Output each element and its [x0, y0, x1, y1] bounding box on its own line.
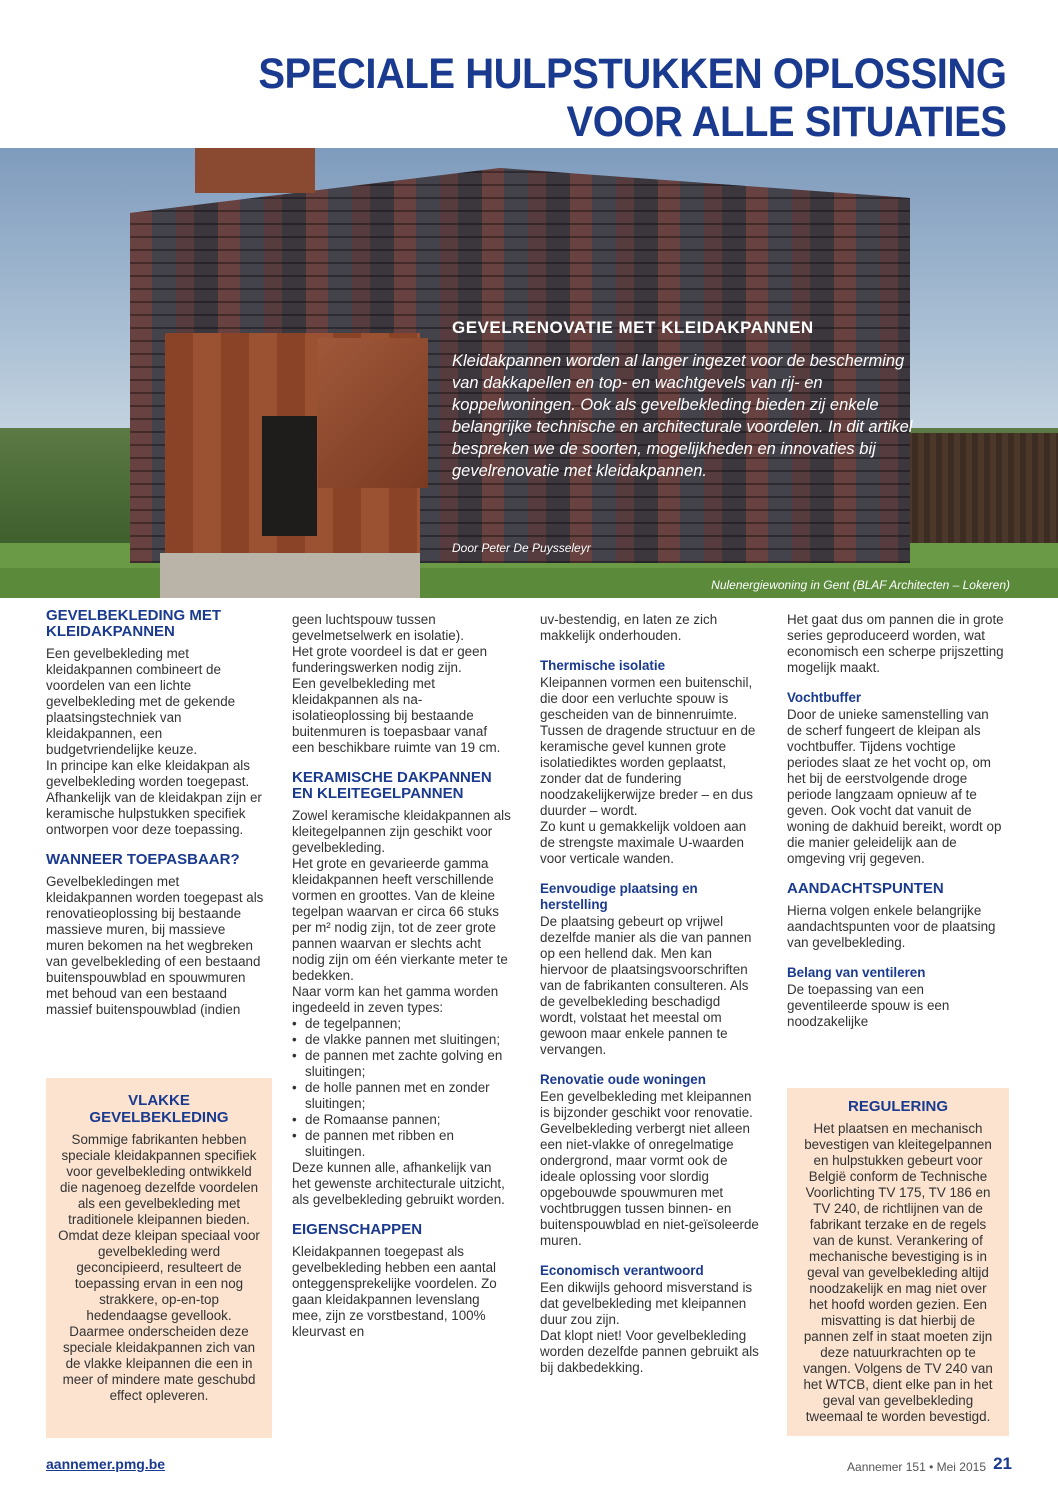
paragraph: Hierna volgen enkele belangrijke aandachtspunten voor de plaatsing van gevelbekleding.: [787, 903, 996, 950]
paragraph: Deze kunnen alle, afhankelijk van het gewenste architecturale uitzicht, als gevelbekleding gebruikt worden.: [292, 1160, 505, 1207]
paragraph: De plaatsing gebeurt op vrijwel dezelfde manier als die van pannen op een hellend dak. Men kan hiervoor de plaatsingsvoorschriften van de fabrikanten consulteren. Als de gevelbekleding beschadigd wordt, volstaat het meestal om gewoon maar enkele pannen te vervangen.: [540, 914, 752, 1057]
paragraph: Zo kunt u gemakkelijk voldoen aan de strengste maximale U-waarden voor verticale wanden.: [540, 819, 747, 866]
box-text: Sommige fabrikanten hebben speciale kleidakpannen specifiek voor gevelbekleding ontwikkeld die nagenoeg dezelfde voordelen als een gevelbekleding met traditionele kleipannen bieden. Omdat deze kleipan speciaal voor gevelbekleding werd geconcipieerd, resulteert de toepassing ervan in een nog strakkere, op-en-top hedendaagse gevellook. Daarmee onderscheiden deze speciale kleidakpannen zich van de vlakke kleipannen die een in meer of mindere mate geschubd effect opleveren.: [58, 1132, 260, 1403]
paragraph: Een gevelbekleding met kleipannen is bijzonder geschikt voor renovatie. Gevelbekleding verbergt niet alleen een niet-vlakke of onregelmatige ondergrond, maar vormt ook de ideale oplossing voor slordig opgebouwde spouwmuren met vochtbruggen tussen binnen- en buitenspouwblad en niet-geïsoleerde muren.: [540, 1089, 759, 1248]
list-item: • de holle pannen met en zonder sluitingen;: [292, 1080, 512, 1112]
paragraph: De toepassing van een geventileerde spouw is een noodzakelijke: [787, 982, 950, 1029]
page-title: [258, 50, 1006, 146]
subheading: Vochtbuffer: [787, 690, 862, 705]
photo-path: [160, 553, 420, 598]
section-heading: WANNEER TOEPASBAAR?: [46, 851, 240, 868]
type-list: [292, 1016, 512, 1160]
box-heading: VLAKKE GEVELBEKLEDING: [89, 1092, 229, 1126]
list-item: • de vlakke pannen met sluitingen;: [292, 1032, 512, 1048]
subheading: Thermische isolatie: [540, 658, 666, 673]
paragraph: Zowel keramische kleidakpannen als kleitegelpannen zijn geschikt voor gevelbekleding.: [292, 808, 511, 855]
paragraph: Het grote voordeel is dat er geen funderingswerken nodig zijn.: [292, 644, 488, 675]
sidebar-box-vlakke: [46, 1078, 272, 1438]
box-heading: REGULERING: [847, 1098, 948, 1115]
list-item: • de pannen met ribben en sluitingen.: [292, 1128, 512, 1160]
paragraph: Een gevelbekleding met kleidakpannen als na-isolatieoplossing bij bestaande buitenmuren is toepasbaar vanaf een beschikbare ruimte van 19 cm.: [292, 676, 501, 755]
subheading: Economisch verantwoord: [540, 1263, 704, 1278]
subheading: Renovatie oude woningen: [540, 1072, 706, 1087]
hero-heading: GEVELRENOVATIE MET KLEIDAKPANNEN: [452, 318, 814, 337]
section-heading: AANDACHTSPUNTEN: [787, 880, 944, 897]
page-title-line-1: SPECIALE HULPSTUKKEN OPLOSSING: [257, 50, 1006, 98]
paragraph: Het grote en gevarieerde gamma kleidakpannen heeft verschillende vormen en groottes. Van de kleine tegelpan waarvan er circa 66 stuks per m² nodig zijn, tot de zeer grote pannen waarvan er slechts acht nodig zijn om één vierkante meter te bedekken.: [292, 856, 508, 983]
section-heading: EIGENSCHAPPEN: [292, 1221, 423, 1238]
paragraph: Naar vorm kan het gamma worden ingedeeld in zeven types:: [292, 984, 499, 1015]
section-heading: GEVELBEKLEDING MET KLEIDAKPANNEN: [46, 607, 222, 640]
photo-copper-window-box: [318, 338, 428, 488]
list-item: • de tegelpannen;: [292, 1016, 512, 1032]
section-heading: KERAMISCHE DAKPANNEN EN KLEITEGELPANNEN: [292, 769, 492, 802]
list-item: • de pannen met zachte golving en sluitingen;: [292, 1048, 512, 1080]
photo-roof-dormer: [195, 148, 315, 193]
page-title-line-2: VOOR ALLE SITUATIES: [566, 98, 1006, 146]
page-number: 21: [993, 1454, 1012, 1473]
hero-intro: Kleidakpannen worden al langer ingezet voor de bescherming van dakkapellen en top- en wachtgevels van rij- en koppelwoningen. Ook als gevelbekleding bieden zij enkele belangrijke technische en architecturale voordelen. In dit artikel bespreken we de soorten, mogelijkheden en innovaties bij gevelrenovatie met kleidakpannen.: [452, 352, 913, 480]
paragraph: Dat klopt niet! Voor gevelbekleding worden dezelfde pannen gebruikt als bij dakbedekking.: [540, 1328, 759, 1375]
paragraph: Een gevelbekleding met kleidakpannen combineert de voordelen van een lichte gevelbekleding met de gekende plaatsingstechniek van kleidakpannen, een budgetvriendelijke keuze.: [46, 646, 236, 757]
paragraph: Kleidakpannen toegepast als gevelbekleding hebben een aantal onteggensprekelijke voordelen. Zo gaan kleidakpannen levenslang mee, zijn ze vorstbestand, 100% kleurvast en: [292, 1244, 497, 1339]
column-2: [292, 612, 512, 1354]
sidebar-box-regulering: [787, 1088, 1009, 1436]
paragraph: uv-bestendig, en laten ze zich makkelijk onderhouden.: [540, 612, 718, 643]
footer-url-link[interactable]: aannemer.pmg.be: [46, 1456, 166, 1472]
paragraph: Gevelbekledingen met kleidakpannen worden toegepast als renovatieoplossing bij bestaande massieve muren, bij massieve muren bekomen na het wegbreken van gevelbekleding of een bestaand buitenspouwblad en spouwmuren met behoud van een bestaand massief buitenspouwblad (indien: [46, 874, 264, 1017]
paragraph: Door de unieke samenstelling van de scherf fungeert de kleipan als vochtbuffer. Tijdens vochtige periodes slaat ze het vocht op, om het bij de eerstvolgende droge periode langzaam opnieuw af te geven. Ook vocht dat vanuit de woning de dakhuid bereikt, wordt op die manier geleidelijk aan de omgeving vrij gegeven.: [787, 707, 1002, 866]
box-text: Het plaatsen en mechanisch bevestigen van kleitegelpannen en hulpstukken gebeurt voor België conform de Technische Voorlichting TV 175, TV 186 en TV 240, de richtlijnen van de fabrikant terzake en de regels van de kunst. Verankering of mechanische bevestiging is in geval van gevelbekleding altijd noodzakelijk en mag niet over het hoofd worden gezien. Een misvatting is dat hierbij de pannen zelf in staat moeten zijn deze natuurkrachten op te vangen. Volgens de TV 240 van het WTCB, dient elke pan in het geval van gevelbekleding tweemaal te worden bevestigd.: [803, 1121, 993, 1424]
column-3: [540, 612, 760, 1390]
paragraph: Kleipannen vormen een buitenschil, die door een verluchte spouw is gescheiden van de binnenruimte. Tussen de dragende structuur en de keramische gevel kunnen grote isolatiediktes worden geplaatst, zonder dat de fundering noodzakelijkerwijze breder – en dus duurder – wordt.: [540, 675, 756, 818]
paragraph: Het gaat dus om pannen die in grote series geproduceerd worden, wat economisch een scherpe prijszetting mogelijk maakt.: [787, 612, 1004, 675]
column-1: [46, 608, 266, 1032]
paragraph: In principe kan elke kleidakpan als gevelbekleding worden toegepast. Afhankelijk van de kleidakpan zijn er keramische hulpstukken specifiek ontworpen voor deze toepassing.: [46, 758, 262, 837]
subheading: Eenvoudige plaatsing en herstelling: [540, 881, 698, 912]
subheading: Belang van ventileren: [787, 965, 926, 980]
photo-caption: Nulenergiewoning in Gent (BLAF Architecten – Lokeren): [711, 578, 1010, 592]
hero-author: Door Peter De Puysseleyr: [452, 541, 591, 555]
paragraph: geen luchtspouw tussen gevelmetselwerk en isolatie).: [292, 612, 464, 643]
list-item: • de Romaanse pannen;: [292, 1112, 512, 1128]
column-4: [787, 612, 1007, 1044]
photo-door: [262, 416, 317, 536]
paragraph: Een dikwijls gehoord misverstand is dat gevelbekleding met kleipannen duur zou zijn.: [540, 1280, 753, 1327]
footer-issue: Aannemer 151 • Mei 2015: [847, 1460, 986, 1474]
